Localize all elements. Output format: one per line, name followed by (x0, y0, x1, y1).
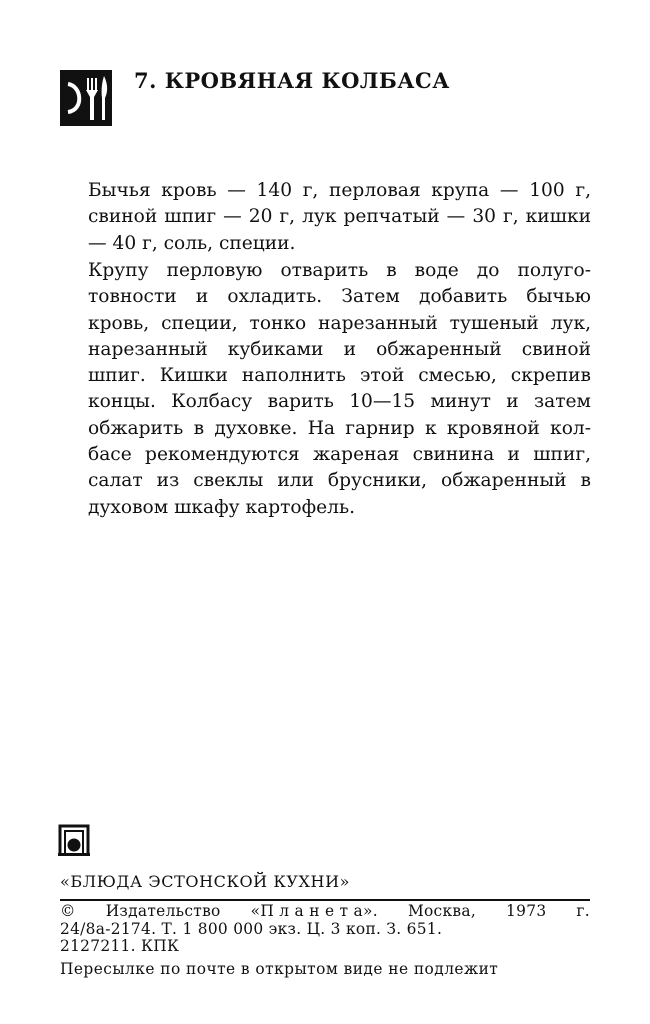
method-line: басе рекомендуются жареная свинина и шпиг, (88, 444, 591, 466)
publisher-name: «П л а н е т а». (250, 902, 378, 920)
imprint-year-suffix: г. (576, 902, 590, 920)
series-title: «БЛЮДА ЭСТОНСКОЙ КУХНИ» (60, 872, 351, 891)
method-line: шпиг. Кишки наполнить этой смесью, скрепив (88, 365, 591, 387)
method-line: салат из свеклы или брусники, обжаренный в (88, 470, 591, 492)
ingredients-line: 30 г, кишки — 40 г, соль, специи. (88, 206, 591, 254)
cutlery-plate-icon (60, 70, 112, 126)
method-line: товности и охладить. Затем добавить бычью (88, 286, 591, 308)
postal-note: Пересылке по почте в открытом виде не подлежит (60, 960, 499, 978)
recipe-title: 7. КРОВЯНАЯ КОЛБАСА (134, 68, 450, 93)
ingredients-line: Бычья кровь — 140 г, перловая крупа — (88, 180, 519, 201)
imprint-line-2: 24/8а-2174. Т. 1 800 000 экз. Ц. 3 коп. З. 651. (60, 919, 443, 938)
method-paragraph (88, 258, 591, 521)
imprint-block (60, 903, 590, 956)
imprint-line-3: 2127211. КПК (60, 937, 180, 955)
imprint-year: 1973 (506, 902, 547, 920)
method-line: концы. Колбасу варить 10—15 минут и затем (88, 391, 591, 413)
footer-divider (60, 899, 590, 901)
method-line: обжарить в духовке. На гарнир к кровяной кол- (88, 417, 591, 439)
method-line: Крупу перловую отварить в воде до полуго- (88, 260, 591, 281)
copyright-symbol: © (60, 902, 76, 920)
publisher-logo-icon (58, 822, 90, 856)
ingredients-paragraph (88, 178, 591, 257)
imprint-city: Москва, (407, 902, 477, 920)
imprint-line-1 (60, 903, 590, 921)
method-line: духовом шкафу картофель. (88, 496, 355, 518)
method-line: нарезанный кубиками и обжаренный свиной (88, 338, 591, 360)
method-line: кровь, специи, тонко нарезанный тушеный лук, (88, 312, 591, 334)
ingredients-line: 100 г, свиной шпиг — 20 г, лук репчатый — (88, 180, 592, 228)
imprint-word: Издательство (105, 902, 221, 920)
